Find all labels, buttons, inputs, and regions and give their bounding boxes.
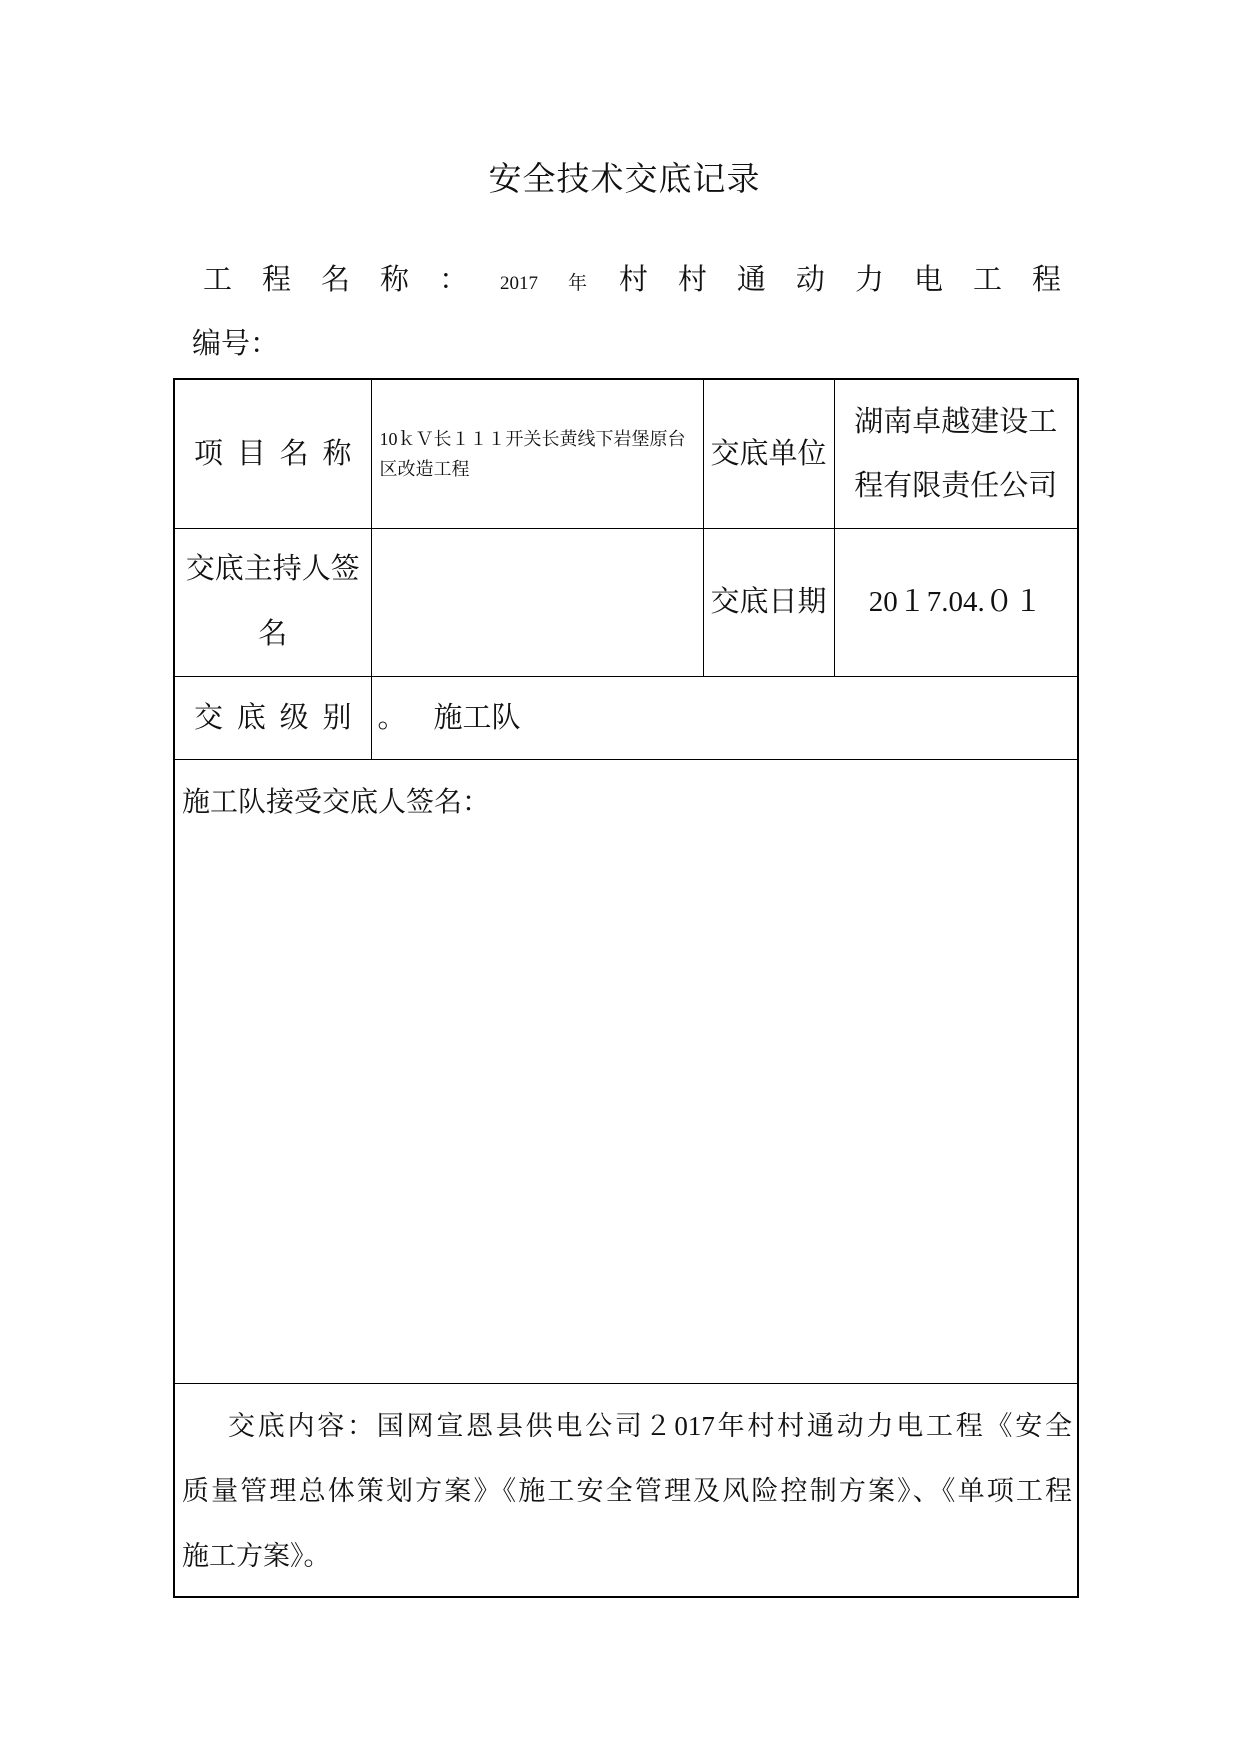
glyph: 别 — [322, 701, 352, 734]
glyph: 项 — [194, 437, 224, 470]
glyph: 年 — [567, 273, 587, 294]
content-line: 交底内容：国网宣恩县供电公司２017年村村通动力电工程《安全 — [228, 1410, 1072, 1441]
record-table — [173, 378, 1079, 1598]
glyph: ： — [439, 264, 469, 296]
table-row — [174, 759, 1078, 1383]
level-value: 施工队 — [433, 701, 521, 734]
project-name-label — [194, 434, 352, 474]
project-line-year — [500, 262, 587, 306]
table-row — [174, 1383, 1078, 1597]
table-row — [174, 528, 1078, 676]
glyph: 工 — [972, 264, 1002, 296]
glyph: 称 — [380, 264, 410, 296]
date-value: 20１7.04.０１ — [834, 528, 1078, 676]
unit-value: 湖南卓越建设工程有限责任公司 — [834, 379, 1078, 528]
project-line-label — [203, 258, 468, 302]
glyph: 称 — [322, 437, 352, 470]
level-mark: 。 — [377, 701, 407, 734]
content-cell — [174, 1383, 1078, 1597]
glyph: 电 — [913, 264, 943, 296]
glyph: 2017 — [499, 273, 538, 294]
level-label-cell — [174, 676, 371, 759]
glyph: 级 — [279, 701, 309, 734]
glyph: 名 — [321, 264, 351, 296]
level-label — [194, 698, 352, 738]
date-label: 交底日期 — [703, 528, 834, 676]
project-name-value: 10ｋＶ长１１１开关长黄线下岩堡原台区改造工程 — [371, 379, 703, 528]
glyph: 通 — [736, 264, 766, 296]
glyph: 力 — [854, 264, 884, 296]
glyph: 程 — [1031, 264, 1061, 296]
glyph: 名 — [279, 437, 309, 470]
host-signature-cell — [371, 528, 703, 676]
glyph: 工 — [203, 264, 233, 296]
glyph: 程 — [262, 264, 292, 296]
project-name-label-cell — [174, 379, 371, 528]
level-value-cell — [371, 676, 1078, 759]
project-line — [203, 258, 1061, 302]
receiver-signature-label: 施工队接受交底人签名： — [182, 786, 491, 818]
glyph: 底 — [236, 701, 266, 734]
host-signature-label: 交底主持人签名 — [174, 528, 371, 676]
receiver-signature-cell — [174, 759, 1078, 1383]
content-line: 质量管理总体策划方案》《施工安全管理及风险控制方案》、《单项工程 — [182, 1475, 1072, 1506]
content-line: 施工方案》。 — [182, 1540, 331, 1571]
table-row — [174, 676, 1078, 759]
glyph: 动 — [795, 264, 825, 296]
project-line-name — [619, 258, 1061, 302]
glyph: 村 — [618, 264, 648, 296]
number-label: 编号： — [192, 328, 280, 360]
glyph: 目 — [236, 437, 266, 470]
glyph: 交 — [194, 701, 224, 734]
glyph: 村 — [677, 264, 707, 296]
unit-label: 交底单位 — [703, 379, 834, 528]
table-row — [174, 379, 1078, 528]
document-title: 安全技术交底记录 — [488, 162, 761, 198]
